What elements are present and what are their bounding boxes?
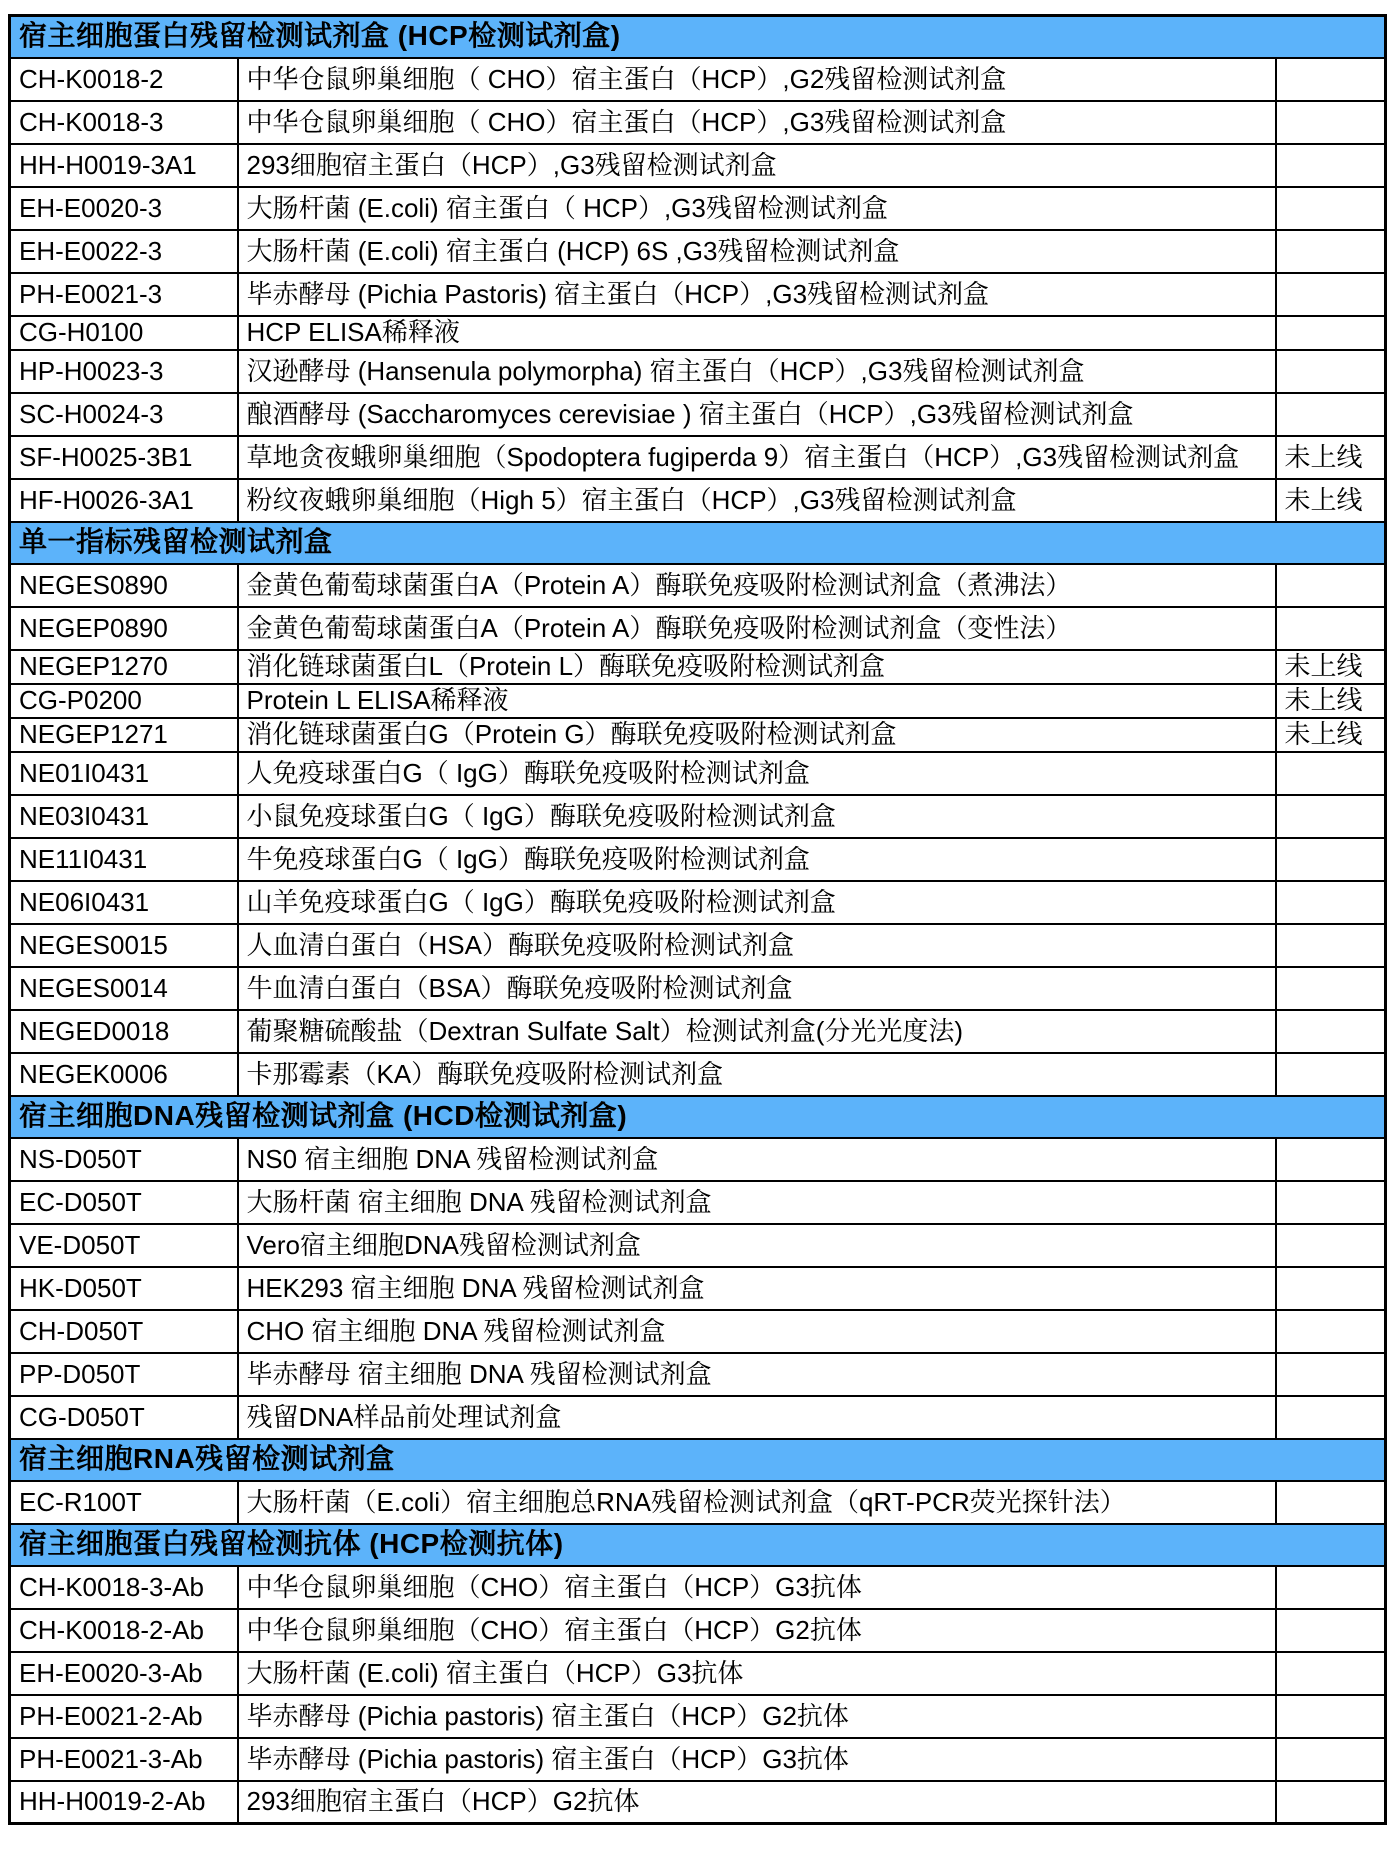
product-description-cell: Vero宿主细胞DNA残留检测试剂盒 <box>238 1224 1276 1267</box>
product-code-cell: SF-H0025-3B1 <box>10 436 238 479</box>
product-code-cell: EH-E0022-3 <box>10 230 238 273</box>
table-row <box>10 564 1386 607</box>
product-description-cell: 牛免疫球蛋白G（ IgG）酶联免疫吸附检测试剂盒 <box>238 838 1276 881</box>
product-code-cell: VE-D050T <box>10 1224 238 1267</box>
product-code-cell: NEGES0015 <box>10 924 238 967</box>
table-row <box>10 230 1386 273</box>
product-code-cell: NEGEP1271 <box>10 718 238 752</box>
product-description-cell: 大肠杆菌 (E.coli) 宿主蛋白 (HCP) 6S ,G3残留检测试剂盒 <box>238 230 1276 273</box>
product-code-cell: EC-D050T <box>10 1181 238 1224</box>
status-cell <box>1276 838 1386 881</box>
product-description-cell: 毕赤酵母 宿主细胞 DNA 残留检测试剂盒 <box>238 1353 1276 1396</box>
product-description-cell: 粉纹夜蛾卵巢细胞（High 5）宿主蛋白（HCP）,G3残留检测试剂盒 <box>238 479 1276 522</box>
table-row <box>10 350 1386 393</box>
product-description-cell: 葡聚糖硫酸盐（Dextran Sulfate Salt）检测试剂盒(分光光度法) <box>238 1010 1276 1053</box>
product-description-cell: 残留DNA样品前处理试剂盒 <box>238 1396 1276 1439</box>
table-row <box>10 1181 1386 1224</box>
product-code-cell: EC-R100T <box>10 1481 238 1524</box>
section-title: 宿主细胞RNA残留检测试剂盒 <box>10 1439 1386 1481</box>
product-code-cell: CH-K0018-3-Ab <box>10 1566 238 1609</box>
status-cell <box>1276 752 1386 795</box>
product-code-cell: PH-E0021-3 <box>10 273 238 316</box>
status-cell <box>1276 273 1386 316</box>
product-description-cell: 人免疫球蛋白G（ IgG）酶联免疫吸附检测试剂盒 <box>238 752 1276 795</box>
table-row <box>10 1353 1386 1396</box>
status-cell <box>1276 1396 1386 1439</box>
table-row <box>10 1781 1386 1824</box>
product-code-cell: NS-D050T <box>10 1138 238 1181</box>
product-description-cell: 中华仓鼠卵巢细胞（CHO）宿主蛋白（HCP）G2抗体 <box>238 1609 1276 1652</box>
table-row <box>10 316 1386 350</box>
table-row <box>10 607 1386 650</box>
product-code-cell: PH-E0021-2-Ab <box>10 1695 238 1738</box>
table-row <box>10 1609 1386 1652</box>
status-cell <box>1276 1566 1386 1609</box>
table-row <box>10 838 1386 881</box>
product-description-cell: 卡那霉素（KA）酶联免疫吸附检测试剂盒 <box>238 1053 1276 1096</box>
product-description-cell: Protein L ELISA稀释液 <box>238 684 1276 718</box>
product-code-cell: CG-P0200 <box>10 684 238 718</box>
status-cell <box>1276 1781 1386 1824</box>
product-description-cell: 汉逊酵母 (Hansenula polymorpha) 宿主蛋白（HCP）,G3残留检测试剂盒 <box>238 350 1276 393</box>
status-cell <box>1276 187 1386 230</box>
status-cell <box>1276 316 1386 350</box>
table-row <box>10 1566 1386 1609</box>
product-catalog-table <box>8 14 1387 1825</box>
product-code-cell: EH-E0020-3 <box>10 187 238 230</box>
product-description-cell: CHO 宿主细胞 DNA 残留检测试剂盒 <box>238 1310 1276 1353</box>
product-code-cell: EH-E0020-3-Ab <box>10 1652 238 1695</box>
section-header-row <box>10 1096 1386 1138</box>
product-description-cell: 大肠杆菌（E.coli）宿主细胞总RNA残留检测试剂盒（qRT-PCR荧光探针法） <box>238 1481 1276 1524</box>
table-row <box>10 1652 1386 1695</box>
table-row <box>10 1396 1386 1439</box>
status-cell <box>1276 144 1386 187</box>
product-description-cell: 293细胞宿主蛋白（HCP）,G3残留检测试剂盒 <box>238 144 1276 187</box>
table-row <box>10 58 1386 101</box>
product-description-cell: 毕赤酵母 (Pichia pastoris) 宿主蛋白（HCP）G3抗体 <box>238 1738 1276 1781</box>
product-description-cell: 金黄色葡萄球菌蛋白A（Protein A）酶联免疫吸附检测试剂盒（煮沸法） <box>238 564 1276 607</box>
product-code-cell: CG-D050T <box>10 1396 238 1439</box>
product-description-cell: 小鼠免疫球蛋白G（ IgG）酶联免疫吸附检测试剂盒 <box>238 795 1276 838</box>
product-code-cell: NE06I0431 <box>10 881 238 924</box>
status-cell <box>1276 393 1386 436</box>
product-code-cell: SC-H0024-3 <box>10 393 238 436</box>
product-description-cell: 中华仓鼠卵巢细胞（CHO）宿主蛋白（HCP）G3抗体 <box>238 1566 1276 1609</box>
product-code-cell: NE11I0431 <box>10 838 238 881</box>
status-cell <box>1276 564 1386 607</box>
table-row <box>10 718 1386 752</box>
status-cell: 未上线 <box>1276 718 1386 752</box>
product-code-cell: HH-H0019-2-Ab <box>10 1781 238 1824</box>
product-description-cell: NS0 宿主细胞 DNA 残留检测试剂盒 <box>238 1138 1276 1181</box>
product-description-cell: 牛血清白蛋白（BSA）酶联免疫吸附检测试剂盒 <box>238 967 1276 1010</box>
status-cell <box>1276 1053 1386 1096</box>
product-description-cell: HCP ELISA稀释液 <box>238 316 1276 350</box>
status-cell <box>1276 1138 1386 1181</box>
product-code-cell: CG-H0100 <box>10 316 238 350</box>
status-cell <box>1276 881 1386 924</box>
status-cell <box>1276 1652 1386 1695</box>
product-code-cell: NEGED0018 <box>10 1010 238 1053</box>
status-cell: 未上线 <box>1276 436 1386 479</box>
table-row <box>10 1224 1386 1267</box>
product-code-cell: NEGEP1270 <box>10 650 238 684</box>
product-description-cell: HEK293 宿主细胞 DNA 残留检测试剂盒 <box>238 1267 1276 1310</box>
product-description-cell: 293细胞宿主蛋白（HCP）G2抗体 <box>238 1781 1276 1824</box>
table-row <box>10 967 1386 1010</box>
section-header-row <box>10 1524 1386 1566</box>
product-code-cell: NEGEK0006 <box>10 1053 238 1096</box>
status-cell <box>1276 1738 1386 1781</box>
product-code-cell: NEGES0890 <box>10 564 238 607</box>
product-description-cell: 人血清白蛋白（HSA）酶联免疫吸附检测试剂盒 <box>238 924 1276 967</box>
product-description-cell: 山羊免疫球蛋白G（ IgG）酶联免疫吸附检测试剂盒 <box>238 881 1276 924</box>
product-code-cell: NEGES0014 <box>10 967 238 1010</box>
product-description-cell: 消化链球菌蛋白L（Protein L）酶联免疫吸附检测试剂盒 <box>238 650 1276 684</box>
table-row <box>10 1738 1386 1781</box>
product-code-cell: HF-H0026-3A1 <box>10 479 238 522</box>
section-header-row <box>10 522 1386 564</box>
product-code-cell: CH-K0018-2-Ab <box>10 1609 238 1652</box>
product-code-cell: CH-D050T <box>10 1310 238 1353</box>
product-code-cell: HK-D050T <box>10 1267 238 1310</box>
product-code-cell: HP-H0023-3 <box>10 350 238 393</box>
status-cell <box>1276 1695 1386 1738</box>
table-row <box>10 187 1386 230</box>
product-code-cell: PH-E0021-3-Ab <box>10 1738 238 1781</box>
product-code-cell: NE03I0431 <box>10 795 238 838</box>
product-code-cell: NE01I0431 <box>10 752 238 795</box>
status-cell <box>1276 101 1386 144</box>
product-description-cell: 大肠杆菌 宿主细胞 DNA 残留检测试剂盒 <box>238 1181 1276 1224</box>
status-cell <box>1276 1267 1386 1310</box>
product-code-cell: CH-K0018-3 <box>10 101 238 144</box>
section-title: 单一指标残留检测试剂盒 <box>10 522 1386 564</box>
status-cell <box>1276 1181 1386 1224</box>
product-code-cell: NEGEP0890 <box>10 607 238 650</box>
table-row <box>10 1481 1386 1524</box>
status-cell <box>1276 1481 1386 1524</box>
table-row <box>10 1138 1386 1181</box>
table-row <box>10 1267 1386 1310</box>
status-cell: 未上线 <box>1276 684 1386 718</box>
table-row <box>10 436 1386 479</box>
table-row <box>10 101 1386 144</box>
product-description-cell: 中华仓鼠卵巢细胞（ CHO）宿主蛋白（HCP）,G3残留检测试剂盒 <box>238 101 1276 144</box>
table-row <box>10 1010 1386 1053</box>
status-cell <box>1276 607 1386 650</box>
section-title: 宿主细胞蛋白残留检测抗体 (HCP检测抗体) <box>10 1524 1386 1566</box>
status-cell <box>1276 1010 1386 1053</box>
status-cell <box>1276 1609 1386 1652</box>
status-cell <box>1276 967 1386 1010</box>
product-code-cell: HH-H0019-3A1 <box>10 144 238 187</box>
table-row <box>10 881 1386 924</box>
status-cell <box>1276 350 1386 393</box>
table-row <box>10 1695 1386 1738</box>
status-cell <box>1276 58 1386 101</box>
table-row <box>10 924 1386 967</box>
status-cell <box>1276 1224 1386 1267</box>
catalog-table-body <box>10 16 1386 1824</box>
product-description-cell: 消化链球菌蛋白G（Protein G）酶联免疫吸附检测试剂盒 <box>238 718 1276 752</box>
table-row <box>10 650 1386 684</box>
status-cell: 未上线 <box>1276 479 1386 522</box>
product-description-cell: 大肠杆菌 (E.coli) 宿主蛋白（HCP）G3抗体 <box>238 1652 1276 1695</box>
product-description-cell: 大肠杆菌 (E.coli) 宿主蛋白（ HCP）,G3残留检测试剂盒 <box>238 187 1276 230</box>
status-cell <box>1276 230 1386 273</box>
product-code-cell: CH-K0018-2 <box>10 58 238 101</box>
section-header-row <box>10 1439 1386 1481</box>
product-description-cell: 草地贪夜蛾卵巢细胞（Spodoptera fugiperda 9）宿主蛋白（HCP）,G3残留检测试剂盒 <box>238 436 1276 479</box>
product-description-cell: 毕赤酵母 (Pichia Pastoris) 宿主蛋白（HCP）,G3残留检测试剂盒 <box>238 273 1276 316</box>
product-code-cell: PP-D050T <box>10 1353 238 1396</box>
status-cell <box>1276 924 1386 967</box>
table-row <box>10 1310 1386 1353</box>
product-description-cell: 中华仓鼠卵巢细胞（ CHO）宿主蛋白（HCP）,G2残留检测试剂盒 <box>238 58 1276 101</box>
table-row <box>10 1053 1386 1096</box>
table-row <box>10 393 1386 436</box>
product-description-cell: 金黄色葡萄球菌蛋白A（Protein A）酶联免疫吸附检测试剂盒（变性法） <box>238 607 1276 650</box>
status-cell <box>1276 1353 1386 1396</box>
status-cell <box>1276 1310 1386 1353</box>
table-row <box>10 752 1386 795</box>
product-description-cell: 毕赤酵母 (Pichia pastoris) 宿主蛋白（HCP）G2抗体 <box>238 1695 1276 1738</box>
section-title: 宿主细胞蛋白残留检测试剂盒 (HCP检测试剂盒) <box>10 16 1386 58</box>
table-row <box>10 273 1386 316</box>
product-description-cell: 酿酒酵母 (Saccharomyces cerevisiae ) 宿主蛋白（HCP）,G3残留检测试剂盒 <box>238 393 1276 436</box>
product-catalog <box>8 14 1387 1825</box>
status-cell <box>1276 795 1386 838</box>
table-row <box>10 684 1386 718</box>
table-row <box>10 795 1386 838</box>
section-title: 宿主细胞DNA残留检测试剂盒 (HCD检测试剂盒) <box>10 1096 1386 1138</box>
section-header-row <box>10 16 1386 58</box>
table-row <box>10 144 1386 187</box>
table-row <box>10 479 1386 522</box>
status-cell: 未上线 <box>1276 650 1386 684</box>
